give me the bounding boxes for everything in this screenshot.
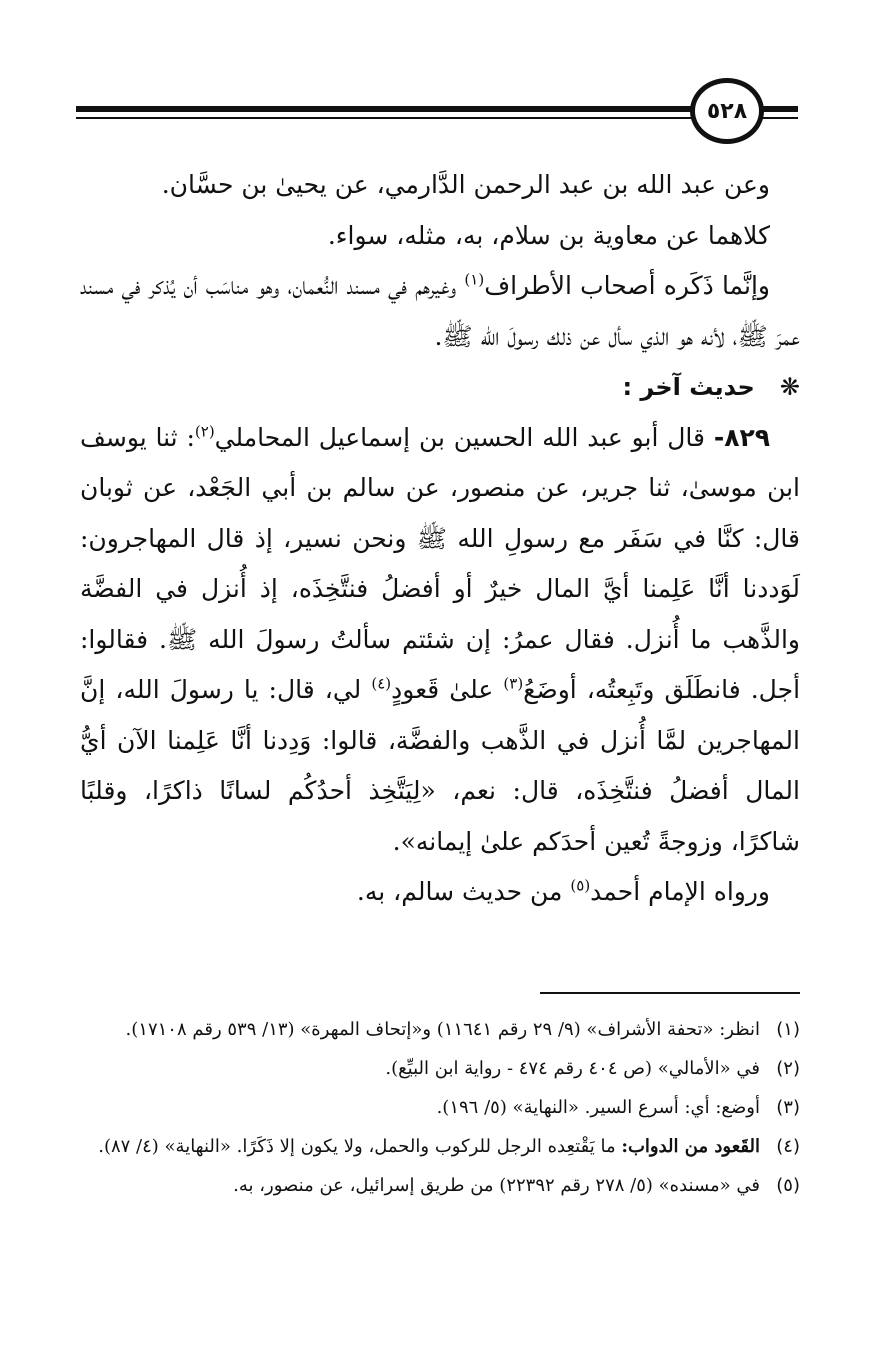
star-icon: ❋ (779, 373, 800, 401)
footnote-text (80, 1129, 760, 1164)
paragraph: وعن عبد الله بن عبد الرحمن الدَّارمي، عن يحيىٰ بن حسَّان. (161, 170, 770, 199)
header-rule-right (762, 106, 798, 112)
footnote-ref[interactable]: (٤) (371, 674, 392, 693)
hadith-number: ٨٢٩- (713, 422, 770, 452)
footnote-number: (٢) (776, 1058, 800, 1079)
footnote-ref[interactable]: (٣) (503, 674, 524, 693)
footnote-divider (540, 992, 800, 994)
footnote-number: (١) (776, 1019, 800, 1040)
footnote-ref[interactable]: (١) (464, 270, 485, 289)
header-rule-thin (76, 117, 696, 119)
footnote-text: في «الأمالي» (ص ٤٠٤ رقم ٤٧٤ - رواية ابن البيِّع). (385, 1058, 760, 1079)
footnote-text: انظر: «تحفة الأشراف» (٩/ ٢٩ رقم ١١٦٤١) و«إتحاف المهرة» (١٣/ ٥٣٩ رقم ١٧١٠٨). (125, 1019, 760, 1040)
text-span: علىٰ قَعودٍ (391, 675, 504, 704)
footnote (80, 1129, 800, 1164)
footnote (80, 1168, 800, 1203)
main-text (80, 160, 800, 918)
footnote (80, 1051, 800, 1086)
paragraph (80, 867, 800, 918)
text-span: وغيرهم في مسند النُّعمان، وهو مناسَب أن يُذكر في مسند عمرَ ﷺ، لأنه هو الذي سأل عن ذلك رسولَ الله ﷺ. (80, 271, 800, 351)
header-rule (76, 106, 696, 112)
paragraph: كلاهما عن معاوية بن سلام، به، مثله، سواء. (327, 220, 770, 250)
section-heading (80, 362, 800, 413)
footnote (80, 1012, 800, 1047)
footnotes (80, 1012, 800, 1207)
header-rule-right-thin (762, 117, 798, 119)
text-span: ما يَقْتعِده الرجل للركوب والحمل، ولا يكون إلا ذَكَرًا. «النهاية» (٤/ ٨٧). (98, 1136, 622, 1157)
heading-text: حديث آخر : (622, 373, 755, 401)
text-span: ورواه الإمام أحمد (590, 877, 770, 906)
footnote-ref[interactable]: (٢) (194, 422, 215, 441)
footnote-number: (٥) (776, 1175, 800, 1196)
paragraph (80, 261, 800, 362)
footnote-text: أوضع: أي: أسرع السير. «النهاية» (٥/ ١٩٦). (436, 1097, 760, 1118)
footnote (80, 1090, 800, 1125)
hadith-paragraph (80, 413, 800, 868)
text-span: من حديث سالم، به. (356, 877, 571, 906)
page-number: ٥٢٨ (690, 78, 764, 144)
footnote-ref[interactable]: (٥) (570, 876, 591, 895)
footnote-text: في «مسنده» (٥/ ٢٧٨ رقم ٢٢٣٩٢) من طريق إسرائيل، عن منصور، به. (233, 1175, 760, 1196)
text-span: : ثنا يوسف ابن موسىٰ، ثنا جرير، عن منصور، عن سالم بن أبي الجَعْد، عن ثوبان قال: كنَّا في سَفَر مع رسولِ الله ﷺ ونحن نسير، إذ قال المهاجرون: لَوَددنا أنَّا عَلِمنا أيَّ المال خيرٌ أو أفضلُ فنتَّخِذَه، إذ أُنزل في الفضَّة والذَّهب ما أُنزل. فقال عمرُ: إن شئتم سألتُ رسولَ الله ﷺ. فقالوا: أجل. فانطَلَق وتَبِعتُه، أوضَعُ (80, 422, 801, 704)
text-span: قال أبو عبد الله الحسين بن إسماعيل المحاملي (214, 422, 714, 452)
text-span: لي، قال: يا رسولَ الله، إنَّ المهاجرين لمَّا أُنزل في الذَّهب والفضَّة، قالوا: وَدِدنا أنَّا عَلِمنا الآن أيُّ المال أفضلُ فنتَّخِذَه، قال: نعم، «لِيَتَّخِذ أحدُكُم لسانًا ذاكرًا، وقلبًا شاكرًا، وزوجةً تُعين أحدَكم علىٰ إيمانه». (80, 675, 800, 856)
footnote-number: (٣) (776, 1097, 800, 1118)
footnote-lead: القَعود من الدواب: (621, 1136, 760, 1157)
text-span: وإنَّما ذَكَره أصحاب الأطراف (484, 271, 770, 300)
footnote-number: (٤) (776, 1136, 800, 1157)
